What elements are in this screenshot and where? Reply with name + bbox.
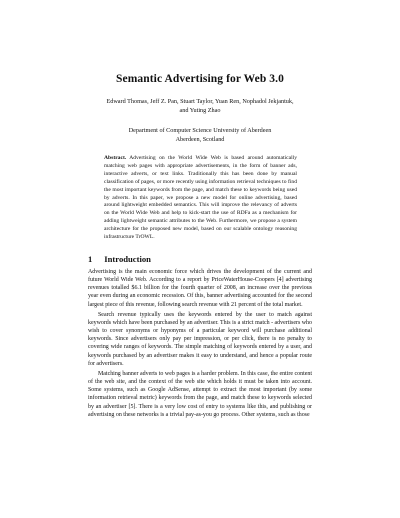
- section-heading: [88, 254, 151, 264]
- author-list: [96, 97, 304, 115]
- paper-title: Semantic Advertising for Web 3.0: [116, 73, 284, 85]
- paragraph: Search revenue typically uses the keywords entered by the user to match against keywords which have been purchased by an advertiser. This is a strict match - advertisers who wish to cover synonyms or hyponyms of a particular keyword will purchase additional keywords. Since advertisers only pay per impression, or per click, there is no penalty to covering wide ranges of keywords. The simple matching of keywords entered by a user, and keywords purchased by an advertiser makes it easy to understand, and hence a popular route for advertisers.: [88, 311, 312, 367]
- authors-line-1: Edward Thomas, Jeff Z. Pan, Stuart Taylor, Yuan Ren, Nophadol Jekjantuk,: [106, 98, 294, 105]
- paragraph: Advertising is the main economic force which drives the development of the current and future World Wide Web. According to a report by PriceWaterHouse-Coopers [4] advertising revenues totalled $6.1 billion for the fourth quarter of 2008, an increase over the previous year even during an economic recession. Of this, banner advertising accounted for the second largest piece of this revenue, following search revenue with 21 percent of the total market.: [88, 269, 312, 308]
- affiliation-line-2: Aberdeen, Scotland: [175, 136, 225, 143]
- abstract: [104, 155, 297, 242]
- abstract-text: Advertising on the World Wide Web is based around automatically matching web pages with appropriate advertisements, in the form of banner ads, interactive adverts, or text links. Traditionally this has been done by manual classification of pages, or more recently using information retrieval techniques to find the most important keywords from the page, and match these to keywords being used by adverts. In this paper, we propose a new model for online advertising, based around lightweight embedded semantics. This will improve the relevancy of adverts on the World Wide Web and help to kick-start the use of RDFa as a mechanism for adding lightweight semantic attributes to the Web. Furthermore, we propose a system architecture for the proposed new model, based on our scalable ontology reasoning infrastructure TrOWL.: [104, 155, 297, 241]
- section-number: 1: [88, 254, 93, 264]
- affiliation-line-1: Department of Computer Science University of Aberdeen: [128, 127, 272, 134]
- body-text: [88, 268, 312, 419]
- authors-line-2: and Yuting Zhao: [179, 107, 221, 114]
- abstract-label: Abstract.: [104, 155, 127, 161]
- affiliation: [0, 126, 400, 144]
- paragraph: Matching banner adverts to web pages is a harder problem. In this case, the entire content of the web site, and the context of the web site which holds it must be taken into account. Some systems, such as Google AdSense, attempt to extract the most important (by some information retrieval metric) keywords from the page, and match these to keywords selected by an advertiser [5]. There is a very low cost of entry to systems like this, and publishing or advertising on these networks is a trivial pay-as-you go process. Other systems, such as those: [88, 370, 312, 418]
- section-title: Introduction: [104, 254, 151, 264]
